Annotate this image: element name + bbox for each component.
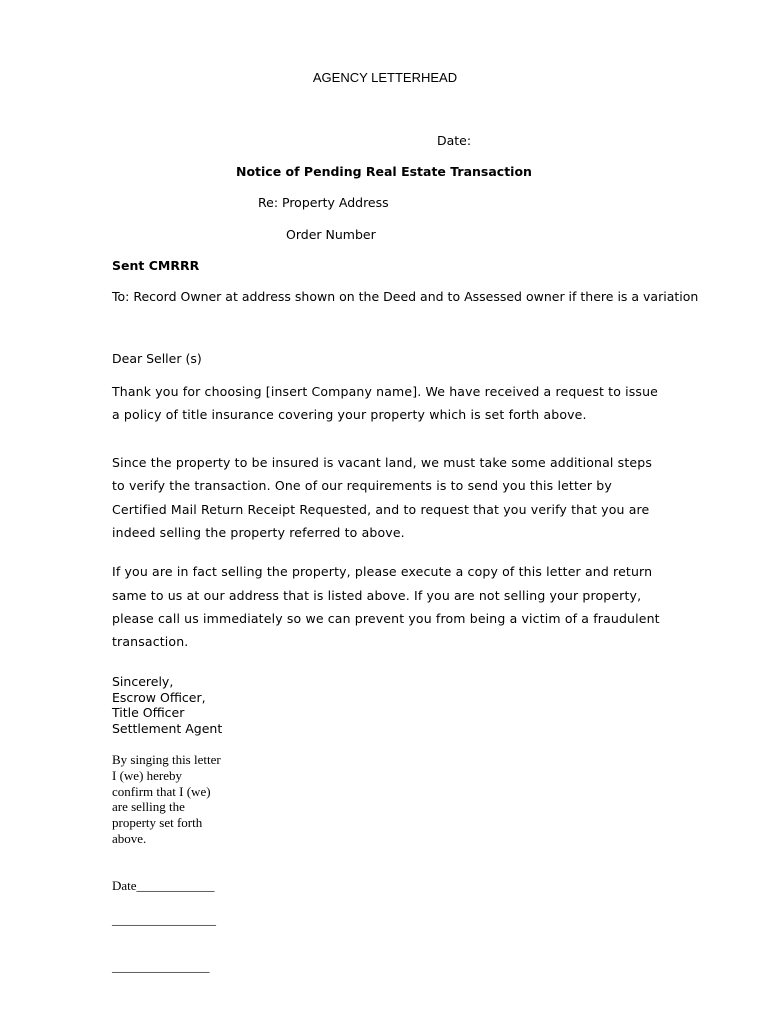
notice-title: Notice of Pending Real Estate Transaction — [236, 164, 532, 179]
signature-line: _______________ — [112, 959, 210, 974]
confirmation-line: are selling the — [112, 799, 185, 814]
paragraph-1-line: a policy of title insurance covering your property which is set forth above. — [112, 407, 587, 422]
salutation: Dear Seller (s) — [112, 351, 202, 366]
date-signature-line: Date____________ — [112, 878, 215, 893]
signature-line: ________________ — [112, 912, 216, 927]
paragraph-3-line: If you are in fact selling the property, please execute a copy of this letter and return — [112, 564, 653, 579]
confirmation-line: property set forth — [112, 815, 203, 830]
paragraph-3-line: transaction. — [112, 634, 189, 649]
confirmation-line: confirm that I (we) — [112, 784, 211, 799]
closing-line: Settlement Agent — [112, 721, 223, 736]
confirmation-line: I (we) hereby — [112, 768, 183, 783]
confirmation-line: above. — [112, 831, 147, 846]
closing-line: Title Officer — [112, 705, 185, 720]
paragraph-2-line: Certified Mail Return Receipt Requested, and to request that you verify that you are — [112, 502, 650, 517]
re-property-address: Re: Property Address — [258, 195, 389, 210]
paragraph-2-line: to verify the transaction. One of our requirements is to send you this letter by — [112, 478, 612, 493]
order-number: Order Number — [286, 227, 376, 242]
paragraph-1-line: Thank you for choosing [insert Company name]. We have received a request to issue — [112, 384, 658, 399]
date-label: Date: — [437, 133, 472, 148]
sent-cmrrr: Sent CMRRR — [112, 258, 200, 273]
paragraph-3-line: same to us at our address that is listed above. If you are not selling your property, — [112, 588, 642, 603]
confirmation-line: By singing this letter — [112, 752, 221, 767]
paragraph-3-line: please call us immediately so we can prevent you from being a victim of a fraudulent — [112, 611, 660, 626]
closing-line: Sincerely, — [112, 674, 174, 689]
to-line: To: Record Owner at address shown on the Deed and to Assessed owner if there is a variation — [112, 289, 699, 304]
paragraph-2-line: Since the property to be insured is vacant land, we must take some additional steps — [112, 455, 652, 470]
agency-letterhead: AGENCY LETTERHEAD — [312, 70, 458, 85]
closing-line: Escrow Officer, — [112, 690, 206, 705]
paragraph-2-line: indeed selling the property referred to above. — [112, 525, 405, 540]
